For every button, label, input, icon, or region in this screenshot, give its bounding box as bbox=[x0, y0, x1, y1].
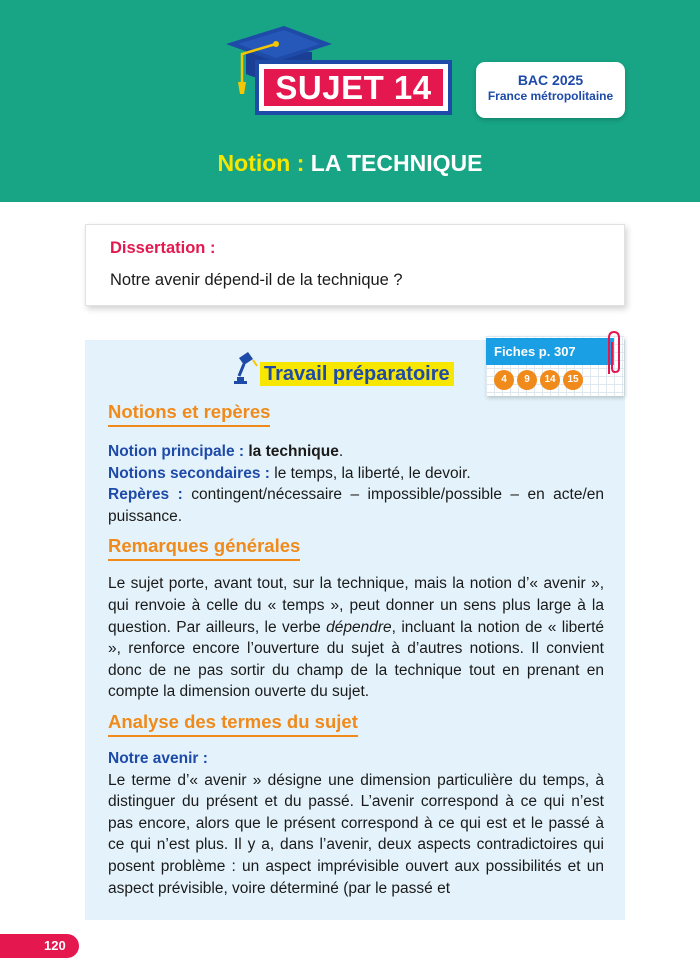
fiche-badge: 9 bbox=[517, 370, 537, 390]
fiche-badge: 4 bbox=[494, 370, 514, 390]
page-number: 120 bbox=[0, 934, 79, 958]
exam-title: BAC 2025 bbox=[517, 72, 584, 88]
subject-number-box bbox=[255, 60, 452, 115]
reperes-line bbox=[108, 484, 604, 527]
section-heading-analyse: Analyse des termes du sujet bbox=[108, 711, 358, 737]
notions-secondaires-value: le temps, la liberté, le devoir. bbox=[274, 464, 471, 482]
content-column bbox=[108, 399, 604, 899]
reperes-value: contingent/nécessaire – impossible/possible – en acte/en puissance. bbox=[108, 486, 604, 525]
dissertation-label: Dissertation : bbox=[110, 239, 216, 257]
desk-lamp-icon bbox=[233, 350, 261, 384]
exam-info-card bbox=[476, 62, 625, 118]
reperes-label: Repères : bbox=[108, 486, 183, 504]
notion-label: Notion : bbox=[217, 150, 305, 176]
fiches-badges bbox=[494, 370, 583, 390]
section-heading-notions: Notions et repères bbox=[108, 401, 270, 427]
notion-principale-line: Notion principale : la technique. bbox=[108, 443, 344, 460]
preparation-title: Travail préparatoire bbox=[260, 362, 454, 386]
section-heading-remarques: Remarques générales bbox=[108, 535, 300, 561]
remarques-text: Le sujet porte, avant tout, sur la technique, mais la notion d’« avenir », qui renvoie à celle du « temps », peut donner un sens plus large à la question. Par ailleurs, le verbe bbox=[108, 575, 604, 636]
analyse-subheading: Notre avenir : bbox=[108, 749, 208, 767]
analyse-paragraph: Le terme d’« avenir » désigne une dimension particulière du temps, à distinguer du présent et du passé. L’avenir correspond à ce qui n’est pas encore, alors que le présent correspond à ce qui est et le passé à ce qui n’est plus. Il y a, dans l’avenir, deux aspects contradictoires qui posent problème : un aspect imprévisible ouvert aux possibilités et un aspect prévisible, voire déterminé (par le passé et bbox=[108, 771, 604, 897]
paperclip-icon bbox=[603, 330, 625, 376]
notions-block bbox=[108, 441, 604, 527]
dissertation-question: Notre avenir dépend-il de la technique ? bbox=[110, 271, 403, 289]
header-band bbox=[0, 0, 700, 202]
subject-number: SUJET 14 bbox=[275, 68, 432, 106]
remarques-emphasis: dépendre bbox=[326, 618, 392, 636]
fiche-badge: 14 bbox=[540, 370, 560, 390]
exam-location: France métropolitaine bbox=[487, 89, 614, 103]
fiches-label: Fiches p. 307 bbox=[486, 338, 614, 365]
fiche-badge: 15 bbox=[563, 370, 583, 390]
dissertation-box bbox=[85, 224, 625, 306]
notion-title bbox=[0, 150, 700, 177]
remarques-paragraph bbox=[108, 573, 604, 703]
notions-secondaires-line bbox=[108, 463, 604, 485]
notion-value: LA TECHNIQUE bbox=[310, 150, 483, 176]
notion-principale-value: la technique bbox=[248, 443, 339, 460]
remarques-text-end: , incluant la notion de « liberté », renforce encore l’ouverture du sujet à d’autres notions. Il convient donc de ne pas sortir du champ de la technique tout en prenant en compte la dimension ouverte du sujet. bbox=[108, 618, 604, 701]
notion-principale-label: Notion principale : bbox=[108, 443, 245, 460]
subject-number-fill bbox=[264, 69, 443, 106]
notions-secondaires-label: Notions secondaires : bbox=[108, 464, 270, 482]
